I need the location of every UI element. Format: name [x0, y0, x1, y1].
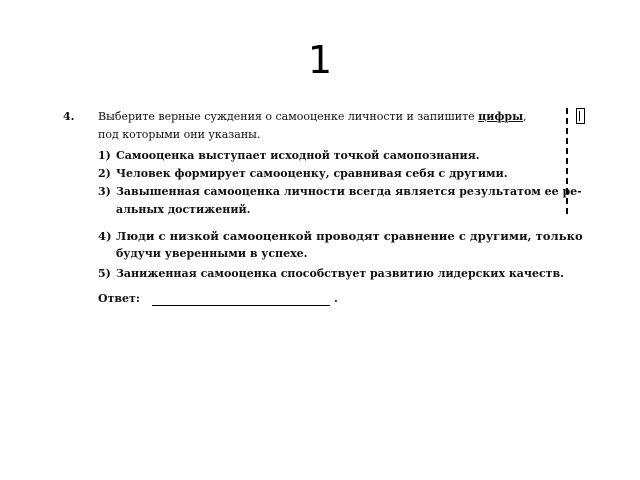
option-3-continuation: альных достижений. [116, 203, 251, 216]
option-2 [98, 165, 508, 183]
option-4-continuation: будучи уверенными в успехе. [116, 247, 308, 260]
task-number: 4. [63, 110, 75, 123]
slide-number: 1 [307, 38, 333, 82]
option-number: 4) [98, 229, 112, 243]
option-number: 1) [98, 149, 111, 162]
option-3 [98, 183, 582, 201]
option-text: Заниженная самооценка способствует развитию лидерских качеств. [116, 267, 564, 280]
option-number: 2) [98, 167, 111, 180]
question-text-end: , [523, 110, 527, 123]
option-5 [98, 265, 564, 283]
question-line-1 [98, 108, 527, 126]
answer-cell-marker [576, 108, 585, 124]
option-text: Самооценка выступает исходной точкой самопознания. [116, 149, 480, 162]
option-text: Завышенная самооценка личности всегда является результатом ее ре- [116, 185, 582, 198]
answer-period: . [334, 292, 338, 305]
question-line-2: под которыми они указаны. [98, 128, 261, 141]
question-text-start: Выберите верные суждения о самооценке личности и запишите [98, 110, 479, 123]
option-number: 3) [98, 185, 111, 198]
option-4 [98, 227, 583, 245]
option-text: Человек формирует самооценку, сравнивая себя с другими. [116, 167, 508, 180]
answer-label: Ответ: [98, 292, 140, 305]
answer-input-line[interactable] [152, 305, 330, 306]
question-emphasis: цифры [478, 110, 524, 123]
dashed-cut-line [566, 108, 568, 214]
option-text: Люди с низкой самооценкой проводят сравнение с другими, только [116, 229, 583, 243]
option-1 [98, 147, 480, 165]
option-number: 5) [98, 267, 111, 280]
